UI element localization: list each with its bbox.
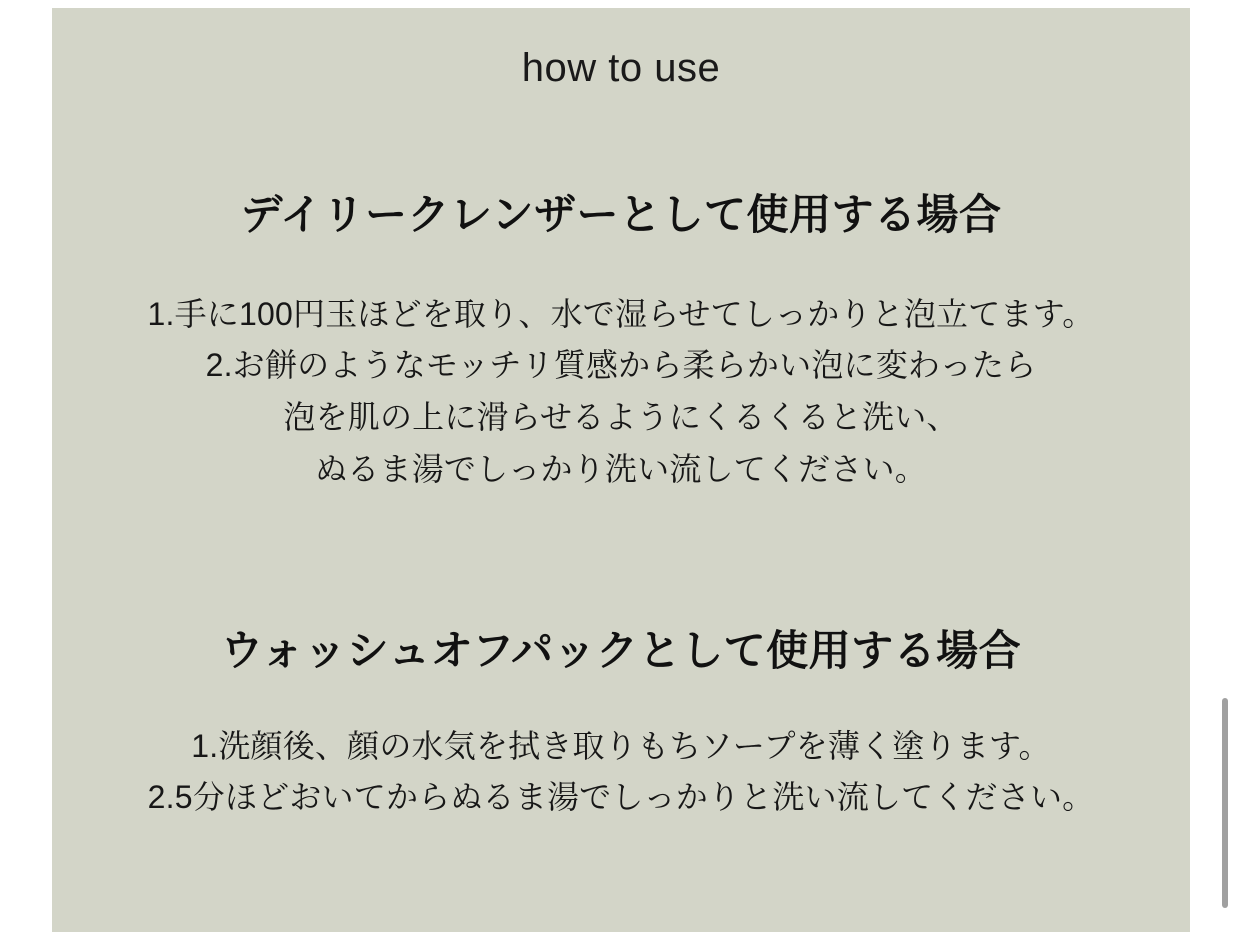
instructions-content — [52, 8, 1190, 824]
list-item: 1.手に100円玉ほどを取り、水で湿らせてしっかりと泡立てます。 — [147, 295, 1095, 332]
instructions-panel — [52, 8, 1190, 932]
list-item: 1.洗顔後、顔の水気を拭き取りもちソープを薄く塗ります。 — [191, 727, 1051, 764]
page-title: how to use — [521, 46, 721, 90]
list-item: 泡を肌の上に滑らせるようにくるくると洗い、 — [283, 399, 959, 436]
section-title: ウォッシュオフパックとして使用する場合 — [220, 626, 1022, 674]
section-daily-cleanser — [52, 188, 1190, 496]
scrollbar-thumb[interactable] — [1222, 698, 1228, 908]
step-list — [52, 289, 1190, 496]
scrollbar[interactable] — [1226, 0, 1236, 932]
list-item: 2.お餅のようなモッチリ質感から柔らかい泡に変わったら — [205, 347, 1037, 384]
section-title: デイリークレンザーとして使用する場合 — [240, 191, 1002, 238]
list-item: 2.5分ほどおいてからぬるま湯でしっかりと洗い流してください。 — [147, 779, 1095, 816]
section-wash-off-pack — [52, 624, 1190, 824]
list-item: ぬるま湯でしっかり洗い流してください。 — [315, 451, 927, 488]
step-list — [52, 721, 1190, 825]
